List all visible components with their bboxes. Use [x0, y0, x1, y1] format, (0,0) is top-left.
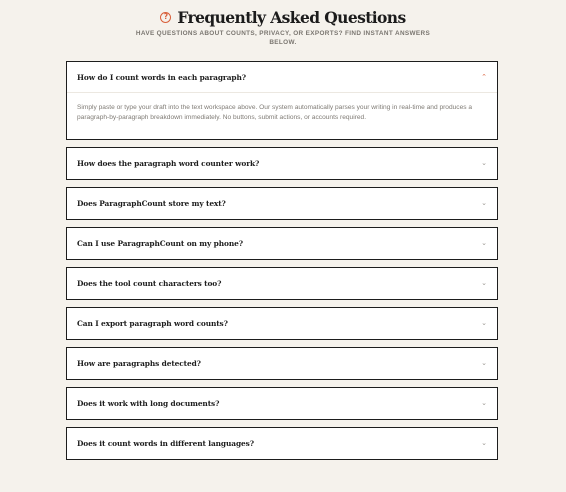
chevron-down-icon: ⌄ [481, 359, 487, 367]
faq-question-toggle[interactable] [67, 388, 497, 419]
faq-question-toggle[interactable] [67, 228, 497, 259]
page-subtitle: HAVE QUESTIONS ABOUT COUNTS, PRIVACY, OR EXPORTS? FIND INSTANT ANSWERS BELOW. [135, 30, 431, 46]
faq-question: Can I use ParagraphCount on my phone? [77, 239, 243, 248]
faq-question-toggle[interactable] [67, 428, 497, 459]
faq-item [66, 387, 498, 420]
chevron-down-icon: ⌄ [481, 199, 487, 207]
faq-question-toggle[interactable] [67, 348, 497, 379]
faq-answer: Simply paste or type your draft into the text workspace above. Our system automatically parses your writing in real-time and produces a paragraph-by-paragraph breakdown immediately. No buttons, submit actions, or accounts required. [77, 104, 473, 121]
faq-item [66, 347, 498, 380]
faq-question: How do I count words in each paragraph? [77, 72, 246, 82]
faq-question-toggle[interactable] [67, 308, 497, 339]
faq-item [66, 427, 498, 460]
faq-question: Does ParagraphCount store my text? [77, 199, 226, 208]
faq-item [66, 227, 498, 260]
faq-header [0, 6, 566, 47]
chevron-down-icon: ⌄ [481, 279, 487, 287]
faq-question-toggle[interactable] [67, 62, 497, 93]
page-title: Frequently Asked Questions [177, 7, 406, 27]
faq-item [66, 307, 498, 340]
faq-item [66, 187, 498, 220]
faq-question: Does the tool count characters too? [77, 279, 222, 288]
faq-question: How does the paragraph word counter work? [77, 159, 260, 168]
chevron-down-icon: ⌄ [481, 159, 487, 167]
chevron-up-icon: ⌃ [481, 72, 487, 81]
help-circle-icon: ? [160, 12, 171, 23]
faq-item [66, 61, 498, 140]
chevron-down-icon: ⌄ [481, 439, 487, 447]
faq-question: Does it count words in different languages? [77, 439, 254, 448]
faq-item [66, 267, 498, 300]
faq-list [66, 61, 498, 467]
faq-question-toggle[interactable] [67, 188, 497, 219]
title-row [0, 6, 566, 28]
faq-question: Does it work with long documents? [77, 399, 220, 408]
faq-question: How are paragraphs detected? [77, 359, 201, 368]
faq-question: Can I export paragraph word counts? [77, 319, 228, 328]
chevron-down-icon: ⌄ [481, 239, 487, 247]
chevron-down-icon: ⌄ [481, 319, 487, 327]
chevron-down-icon: ⌄ [481, 399, 487, 407]
faq-item [66, 147, 498, 180]
faq-question-toggle[interactable] [67, 148, 497, 179]
faq-question-toggle[interactable] [67, 268, 497, 299]
